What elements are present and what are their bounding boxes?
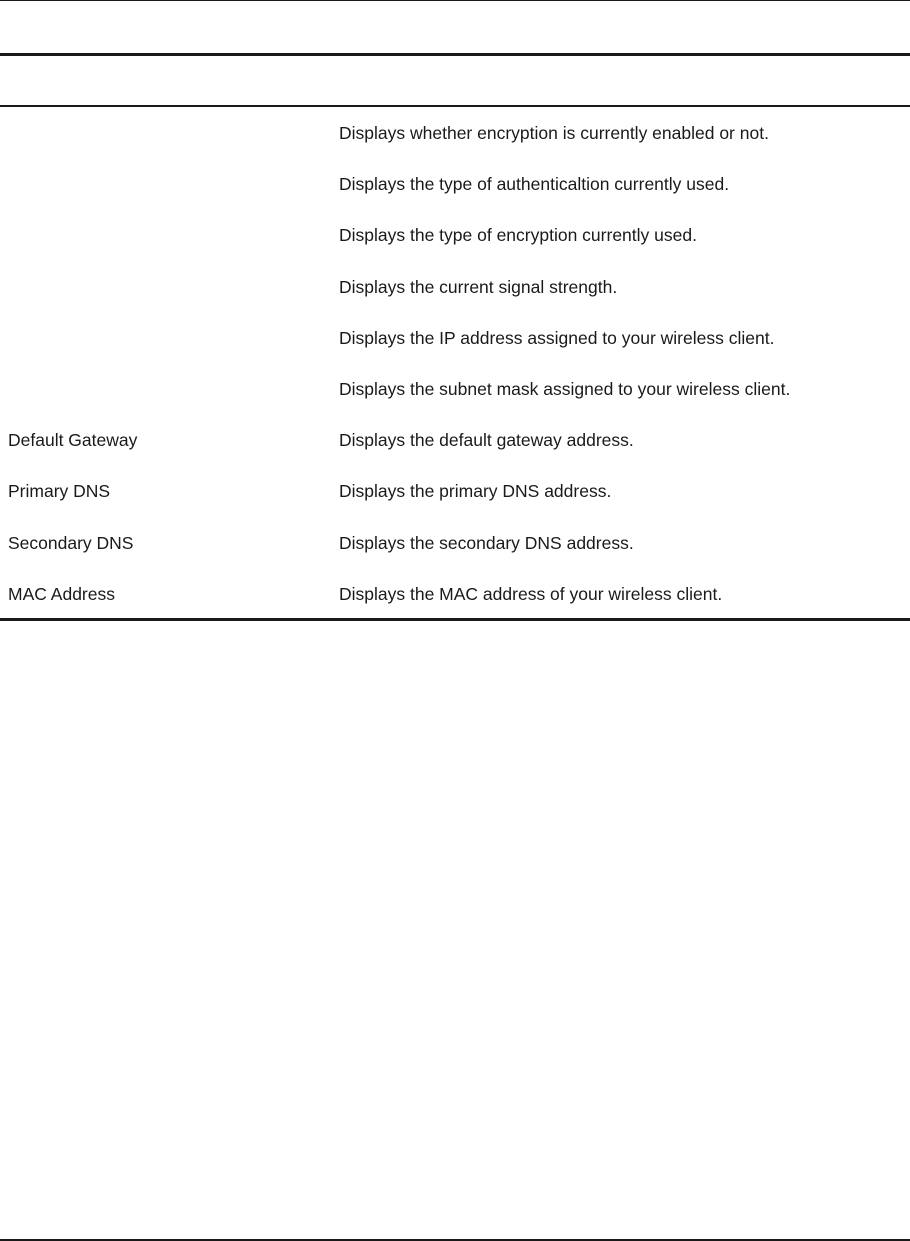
parameter-description: Displays the IP address assigned to your wireless client. [339,327,775,348]
parameter-description: Displays the subnet mask assigned to your wireless client. [339,378,791,399]
parameter-name: Default Gateway [8,430,138,451]
table-row [0,312,910,363]
table-row [0,363,910,414]
table-row [0,158,910,209]
parameter-description: Displays the type of authenticaltion currently used. [339,174,730,195]
parameter-description: Displays the current signal strength. [339,276,618,297]
header-rule-upper [0,53,910,56]
table-row [0,209,910,260]
parameter-description: Displays the type of encryption currently used. [339,225,697,246]
table-row [0,517,910,568]
parameter-name: Primary DNS [8,481,111,502]
table-bottom-rule [0,618,910,621]
table-row [0,465,910,516]
parameter-description: Displays the primary DNS address. [339,481,612,502]
top-rule [0,0,910,1]
parameter-description: Displays the default gateway address. [339,430,634,451]
parameter-description: Displays the MAC address of your wireless client. [339,583,723,604]
parameter-name: MAC Address [8,583,115,604]
table-row [0,414,910,465]
parameter-table [0,107,910,619]
parameter-description: Displays the secondary DNS address. [339,532,634,553]
parameter-description: Displays whether encryption is currently enabled or not. [339,123,769,143]
table-row [0,261,910,312]
parameter-name: Secondary DNS [8,532,134,553]
table-row [0,107,910,158]
table-row [0,568,910,619]
